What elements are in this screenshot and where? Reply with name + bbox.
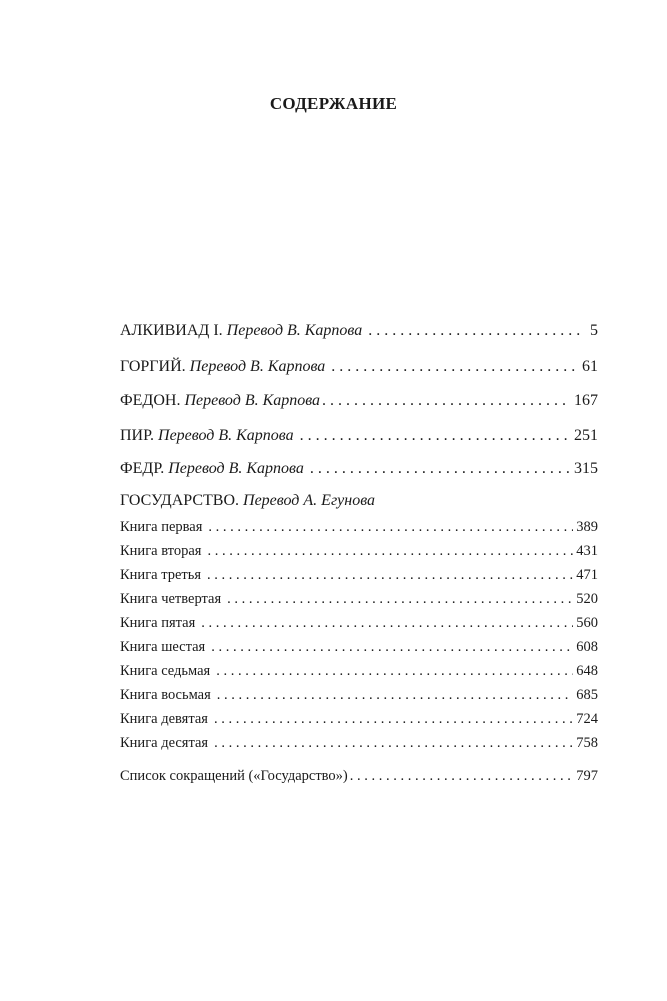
entry-translator: Перевод В. Карпова — [226, 322, 363, 339]
entry-translator: Перевод В. Карпова — [189, 358, 326, 375]
entry-page-number: 167 — [574, 392, 598, 409]
entry-work: ФЕДР. — [120, 460, 165, 477]
toc-entry-gorgias — [120, 358, 598, 376]
book-page-number: 758 — [576, 735, 598, 751]
book-label: Книга девятая — [120, 711, 208, 727]
dot-leader — [227, 591, 573, 608]
book-page-number: 471 — [576, 567, 598, 583]
entry-translator: Перевод В. Карпова — [168, 460, 304, 477]
book-page-number: 608 — [576, 639, 598, 655]
entry-work: ГОРГИЙ. — [120, 358, 186, 375]
book-page-number: 685 — [576, 687, 598, 703]
dot-leader — [207, 543, 573, 560]
dot-leader — [217, 687, 573, 704]
toc-book-2 — [120, 543, 598, 560]
entry-work: ФЕДОН. — [120, 392, 181, 409]
dot-leader — [207, 567, 573, 584]
entry-label: Список сокращений («Государство») — [120, 768, 348, 784]
toc-entry-phaedo — [120, 392, 598, 410]
book-label: Книга первая — [120, 519, 203, 535]
toc-book-9 — [120, 711, 598, 728]
book-label: Книга восьмая — [120, 687, 211, 703]
book-page-number: 560 — [576, 615, 598, 631]
toc-book-3 — [120, 567, 598, 584]
dot-leader — [208, 519, 573, 536]
entry-work: АЛКИВИАД I. — [120, 322, 223, 339]
entry-label — [120, 322, 362, 340]
book-label: Книга седьмая — [120, 663, 211, 679]
book-page-number: 431 — [576, 543, 598, 559]
toc-entry-symposium — [120, 427, 598, 445]
book-label: Книга третья — [120, 567, 202, 583]
dot-leader — [201, 615, 573, 632]
toc-section-republic — [120, 492, 375, 510]
entry-translator: Перевод В. Карпова — [184, 392, 321, 409]
toc-book-7 — [120, 663, 598, 680]
section-translator: Перевод А. Егунова — [243, 492, 376, 509]
book-label: Книга четвертая — [120, 591, 222, 607]
entry-page-number: 61 — [582, 358, 598, 375]
book-label: Книга десятая — [120, 735, 209, 751]
toc-book-5 — [120, 615, 598, 632]
toc-book-1 — [120, 519, 598, 536]
book-label: Книга вторая — [120, 543, 202, 559]
dot-leader — [214, 735, 573, 752]
dot-leader — [331, 358, 579, 376]
dot-leader — [350, 768, 573, 785]
entry-page-number: 315 — [574, 460, 598, 477]
dot-leader — [211, 639, 573, 656]
dot-leader — [368, 322, 583, 340]
entry-label — [120, 392, 320, 410]
toc-book-8 — [120, 687, 598, 704]
dot-leader — [214, 711, 573, 728]
book-page-number: 520 — [576, 591, 598, 607]
toc-book-6 — [120, 639, 598, 656]
toc-entry-abbreviations — [120, 768, 598, 785]
book-page-number: 724 — [576, 711, 598, 727]
book-label: Книга шестая — [120, 639, 206, 655]
page-title: СОДЕРЖАНИЕ — [269, 94, 398, 113]
entry-label — [120, 427, 294, 445]
toc-book-4 — [120, 591, 598, 608]
toc-book-10 — [120, 735, 598, 752]
book-page-number: 648 — [576, 663, 598, 679]
dot-leader — [216, 663, 573, 680]
entry-translator: Перевод В. Карпова — [158, 427, 294, 444]
entry-page-number: 5 — [590, 322, 598, 339]
dot-leader — [300, 427, 571, 445]
dot-leader — [310, 460, 571, 478]
entry-page-number: 251 — [574, 427, 598, 444]
entry-label — [120, 460, 304, 478]
entry-page-number: 797 — [576, 768, 598, 784]
dot-leader — [322, 392, 571, 410]
entry-label — [120, 358, 325, 376]
toc-entry-alcibiades — [120, 322, 598, 340]
book-page-number: 389 — [576, 519, 598, 535]
entry-work: ПИР. — [120, 427, 155, 444]
toc-entry-phaedrus — [120, 460, 598, 478]
book-label: Книга пятая — [120, 615, 196, 631]
section-work: ГОСУДАРСТВО. — [120, 492, 240, 509]
